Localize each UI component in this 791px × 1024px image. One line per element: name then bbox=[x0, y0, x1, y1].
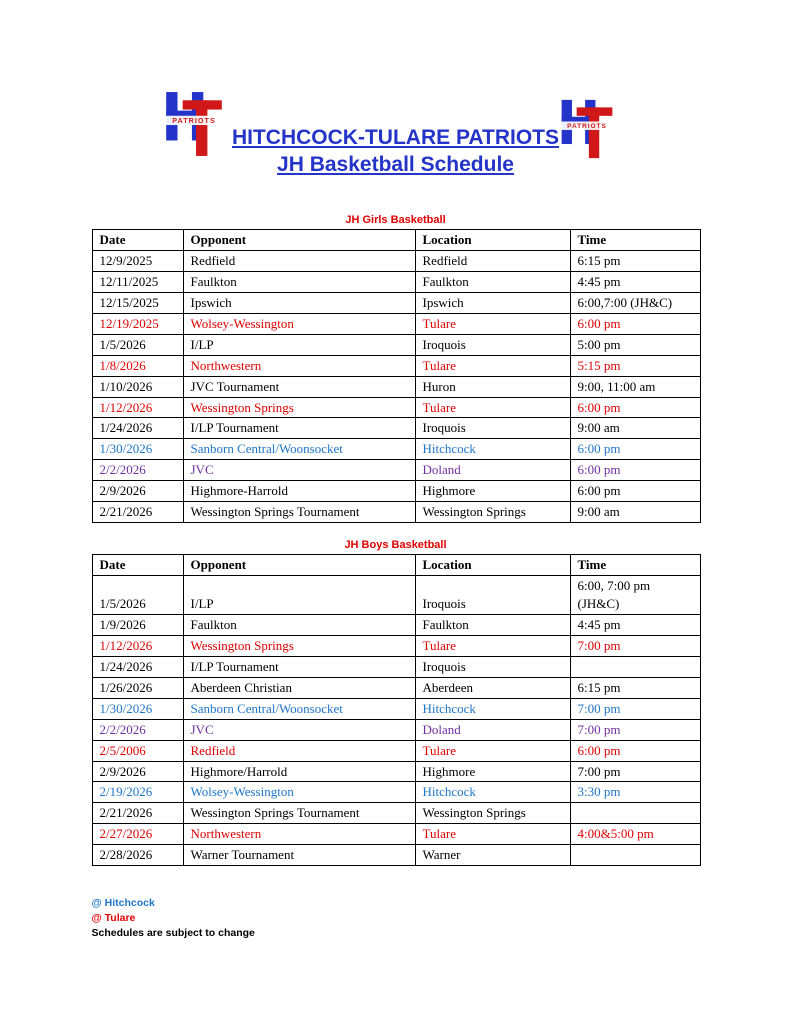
location-cell: Highmore bbox=[415, 761, 570, 782]
date-cell: 2/19/2026 bbox=[92, 782, 183, 803]
time-cell: 5:00 pm bbox=[570, 334, 700, 355]
location-cell: Tulare bbox=[415, 313, 570, 334]
opponent-cell: Sanborn Central/Woonsocket bbox=[183, 698, 415, 719]
opponent-cell: Wolsey-Wessington bbox=[183, 313, 415, 334]
time-cell: 4:45 pm bbox=[570, 614, 700, 635]
location-cell: Doland bbox=[415, 719, 570, 740]
date-cell: 1/24/2026 bbox=[92, 418, 183, 439]
date-cell: 2/28/2026 bbox=[92, 845, 183, 866]
time-cell: 6:00 pm bbox=[570, 740, 700, 761]
time-cell: 6:00 pm bbox=[570, 313, 700, 334]
opponent-cell: Ipswich bbox=[183, 292, 415, 313]
date-cell: 2/9/2026 bbox=[92, 761, 183, 782]
table-row bbox=[92, 698, 700, 719]
boys-section-heading: JH Boys Basketball bbox=[344, 539, 447, 552]
opponent-cell: Warner Tournament bbox=[183, 845, 415, 866]
girls-section-heading: JH Girls Basketball bbox=[345, 214, 446, 226]
table-row bbox=[92, 250, 700, 271]
location-cell: Ipswich bbox=[415, 292, 570, 313]
page-subtitle: JH Basketball Schedule bbox=[277, 153, 514, 177]
table-row bbox=[92, 719, 700, 740]
opponent-cell: Highmore/Harrold bbox=[183, 761, 415, 782]
table-row bbox=[92, 481, 700, 502]
location-cell: Iroquois bbox=[415, 418, 570, 439]
date-cell: 2/5/2006 bbox=[92, 740, 183, 761]
table-row bbox=[92, 824, 700, 845]
time-cell: 6:00, 7:00 pm (JH&C) bbox=[570, 576, 700, 615]
time-cell bbox=[570, 845, 700, 866]
time-cell bbox=[570, 803, 700, 824]
table-row bbox=[92, 439, 700, 460]
location-cell: Wessington Springs bbox=[415, 502, 570, 523]
date-cell: 12/15/2025 bbox=[92, 292, 183, 313]
date-cell: 1/30/2026 bbox=[92, 698, 183, 719]
time-cell: 7:00 pm bbox=[570, 635, 700, 656]
time-cell: 4:00&5:00 pm bbox=[570, 824, 700, 845]
date-cell: 2/27/2026 bbox=[92, 824, 183, 845]
table-row bbox=[92, 740, 700, 761]
table-row bbox=[92, 418, 700, 439]
column-header: Opponent bbox=[183, 230, 415, 251]
table-row bbox=[92, 397, 700, 418]
location-cell: Hitchcock bbox=[415, 439, 570, 460]
table-row bbox=[92, 355, 700, 376]
table-row bbox=[92, 334, 700, 355]
opponent-cell: I/LP Tournament bbox=[183, 656, 415, 677]
location-cell: Tulare bbox=[415, 355, 570, 376]
time-cell: 7:00 pm bbox=[570, 719, 700, 740]
opponent-cell: JVC bbox=[183, 460, 415, 481]
date-cell: 1/12/2026 bbox=[92, 635, 183, 656]
footer-notes bbox=[92, 896, 700, 940]
time-cell: 7:00 pm bbox=[570, 761, 700, 782]
time-cell: 6:15 pm bbox=[570, 250, 700, 271]
table-row bbox=[92, 761, 700, 782]
table-row bbox=[92, 635, 700, 656]
time-cell: 9:00 am bbox=[570, 502, 700, 523]
opponent-cell: Redfield bbox=[183, 740, 415, 761]
date-cell: 1/5/2026 bbox=[92, 334, 183, 355]
table-row bbox=[92, 677, 700, 698]
date-cell: 2/21/2026 bbox=[92, 502, 183, 523]
time-cell: 4:45 pm bbox=[570, 271, 700, 292]
opponent-cell: Faulkton bbox=[183, 614, 415, 635]
time-cell: 6:00,7:00 (JH&C) bbox=[570, 292, 700, 313]
boys-schedule-table bbox=[92, 554, 701, 866]
table-row bbox=[92, 313, 700, 334]
location-cell: Aberdeen bbox=[415, 677, 570, 698]
opponent-cell: Highmore-Harrold bbox=[183, 481, 415, 502]
opponent-cell: Sanborn Central/Woonsocket bbox=[183, 439, 415, 460]
date-cell: 2/21/2026 bbox=[92, 803, 183, 824]
time-cell: 7:00 pm bbox=[570, 698, 700, 719]
opponent-cell: Wessington Springs bbox=[183, 397, 415, 418]
location-cell: Warner bbox=[415, 845, 570, 866]
table-row bbox=[92, 614, 700, 635]
location-cell: Tulare bbox=[415, 397, 570, 418]
column-header: Opponent bbox=[183, 555, 415, 576]
time-cell: 6:00 pm bbox=[570, 481, 700, 502]
column-header: Date bbox=[92, 230, 183, 251]
date-cell: 1/26/2026 bbox=[92, 677, 183, 698]
legend-at-hitchcock: @ Hitchcock bbox=[91, 897, 155, 910]
location-cell: Highmore bbox=[415, 481, 570, 502]
opponent-cell: I/LP bbox=[183, 334, 415, 355]
location-cell: Faulkton bbox=[415, 271, 570, 292]
table-row bbox=[92, 803, 700, 824]
table-row bbox=[92, 782, 700, 803]
location-cell: Iroquois bbox=[415, 334, 570, 355]
location-cell: Wessington Springs bbox=[415, 803, 570, 824]
opponent-cell: JVC Tournament bbox=[183, 376, 415, 397]
time-cell: 9:00 am bbox=[570, 418, 700, 439]
legend-at-tulare: @ Tulare bbox=[91, 911, 136, 924]
location-cell: Doland bbox=[415, 460, 570, 481]
time-cell: 6:15 pm bbox=[570, 677, 700, 698]
location-cell: Tulare bbox=[415, 635, 570, 656]
date-cell: 1/9/2026 bbox=[92, 614, 183, 635]
column-header: Date bbox=[92, 555, 183, 576]
document-page bbox=[92, 0, 700, 940]
date-cell: 1/5/2026 bbox=[92, 576, 183, 615]
date-cell: 12/11/2025 bbox=[92, 271, 183, 292]
table-row bbox=[92, 292, 700, 313]
page-title: HITCHCOCK-TULARE PATRIOTS bbox=[231, 126, 560, 149]
logo-wordmark: PATRIOTS bbox=[566, 123, 607, 131]
opponent-cell: Faulkton bbox=[183, 271, 415, 292]
time-cell: 5:15 pm bbox=[570, 355, 700, 376]
location-cell: Iroquois bbox=[415, 576, 570, 615]
date-cell: 1/12/2026 bbox=[92, 397, 183, 418]
time-cell bbox=[570, 656, 700, 677]
opponent-cell: Aberdeen Christian bbox=[183, 677, 415, 698]
opponent-cell: JVC bbox=[183, 719, 415, 740]
time-cell: 6:00 pm bbox=[570, 439, 700, 460]
date-cell: 12/9/2025 bbox=[92, 250, 183, 271]
location-cell: Redfield bbox=[415, 250, 570, 271]
logo-wordmark: PATRIOTS bbox=[171, 115, 216, 125]
table-row bbox=[92, 460, 700, 481]
location-cell: Hitchcock bbox=[415, 782, 570, 803]
schedule-disclaimer: Schedules are subject to change bbox=[91, 926, 255, 939]
time-cell: 6:00 pm bbox=[570, 397, 700, 418]
opponent-cell: Wessington Springs Tournament bbox=[183, 502, 415, 523]
column-header: Location bbox=[415, 230, 570, 251]
table-row bbox=[92, 845, 700, 866]
opponent-cell: Northwestern bbox=[183, 355, 415, 376]
location-cell: Tulare bbox=[415, 740, 570, 761]
column-header: Time bbox=[570, 555, 700, 576]
date-cell: 2/2/2026 bbox=[92, 460, 183, 481]
opponent-cell: Wolsey-Wessington bbox=[183, 782, 415, 803]
time-cell: 3:30 pm bbox=[570, 782, 700, 803]
time-cell: 9:00, 11:00 am bbox=[570, 376, 700, 397]
table-row bbox=[92, 502, 700, 523]
document-header bbox=[92, 90, 700, 198]
location-cell: Iroquois bbox=[415, 656, 570, 677]
date-cell: 1/30/2026 bbox=[92, 439, 183, 460]
date-cell: 1/24/2026 bbox=[92, 656, 183, 677]
opponent-cell: I/LP Tournament bbox=[183, 418, 415, 439]
opponent-cell: Wessington Springs bbox=[183, 635, 415, 656]
girls-schedule-table bbox=[92, 229, 701, 523]
table-row bbox=[92, 376, 700, 397]
location-cell: Huron bbox=[415, 376, 570, 397]
opponent-cell: Wessington Springs Tournament bbox=[183, 803, 415, 824]
time-cell: 6:00 pm bbox=[570, 460, 700, 481]
location-cell: Faulkton bbox=[415, 614, 570, 635]
opponent-cell: Redfield bbox=[183, 250, 415, 271]
column-header: Location bbox=[415, 555, 570, 576]
date-cell: 1/8/2026 bbox=[92, 355, 183, 376]
date-cell: 12/19/2025 bbox=[92, 313, 183, 334]
table-header-row bbox=[92, 230, 700, 251]
date-cell: 2/9/2026 bbox=[92, 481, 183, 502]
location-cell: Tulare bbox=[415, 824, 570, 845]
table-row bbox=[92, 271, 700, 292]
location-cell: Hitchcock bbox=[415, 698, 570, 719]
date-cell: 2/2/2026 bbox=[92, 719, 183, 740]
opponent-cell: I/LP bbox=[183, 576, 415, 615]
table-row bbox=[92, 576, 700, 615]
table-row bbox=[92, 656, 700, 677]
opponent-cell: Northwestern bbox=[183, 824, 415, 845]
column-header: Time bbox=[570, 230, 700, 251]
table-header-row bbox=[92, 555, 700, 576]
date-cell: 1/10/2026 bbox=[92, 376, 183, 397]
